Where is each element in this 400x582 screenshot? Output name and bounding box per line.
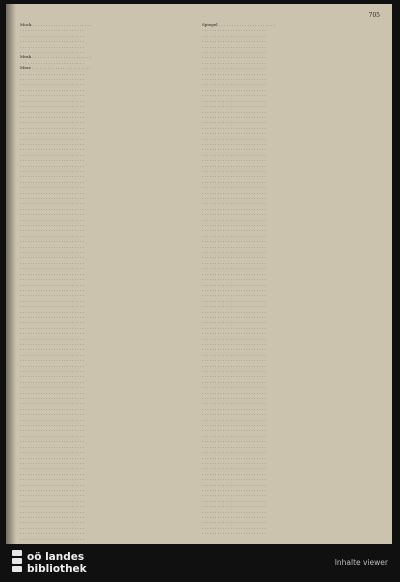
register-entry: . . . . . . . . . . . . . . . . . . . . . . . . . (202, 211, 266, 217)
register-entry: . . . . . . . . . . . . . . . . . . . . . . . . . (20, 205, 84, 211)
register-entry: . . . . . . . . . . . . . . . . . . . . . . . . . (20, 270, 84, 276)
register-entry: . . . . . . . . . . . . . . . . . . . . . . . . . (20, 216, 84, 222)
register-entry: . . . . . . . . . . . . . . . . . . . . . . . . . (20, 211, 84, 217)
register-entry: . . . . . . . . . . . . . . . . . . . . . . . . . (20, 276, 84, 282)
register-entry: . . . . . . . . . . . . . . . . . . . . . . . . . (20, 103, 84, 109)
register-entry: . . . . . . . . . . . . . . . . . . . . . . . . . (202, 449, 266, 455)
register-entry: . . . . . . . . . . . . . . . . . . . . . . . . . (202, 167, 266, 173)
register-entry: . . . . . . . . . . . . . . . . . . . . . . . . . (202, 227, 266, 233)
register-entry: . . . . . . . . . . . . . . . . . . . . . . . . . (20, 195, 84, 200)
register-entry: . . . . . . . . . . . . . . . . . . . . . . . . . (202, 200, 266, 206)
register-entry: . . . . . . . . . . . . . . . . . . . . . . . . . (202, 135, 266, 141)
register-entry: . . . . . . . . . . . . . . . . . . . . . . . . . (20, 524, 84, 530)
register-entry: . . . . . . . . . . . . . . . . . . . . . . . . . (202, 222, 266, 228)
register-entry: . . . . . . . . . . . . . . . . . . . . . . . . . (20, 265, 84, 271)
register-entry: . . . . . . . . . . . . . . . . . . . . . . . . . (20, 97, 84, 103)
register-entry: . . . . . . . . . . . . . . . . . . . . . . . . . (20, 335, 84, 341)
register-entry: . . . . . . . . . . . . . . . . . . . . . . . . . (202, 232, 266, 238)
register-entry: . . . . . . . . . . . . . . . . . . . . . . . . . (202, 146, 266, 152)
register-entry: . . . . . . . . . . . . . . . . . . . . . . . . . (20, 313, 84, 319)
register-entry: . . . . . . . . . . . . . . . . . . . . . . . . . (202, 65, 266, 71)
register-entry: . . . . . . . . . . . . . . . . . . . . . . . . . (202, 513, 266, 519)
register-entry: . . . . . . . . . . . . . . . . . . . . . . . . . (20, 92, 84, 98)
register-entry: . . . . . . . . . . . . . . . . . . . . . . . . . (20, 178, 84, 184)
register-entry: . . . . . . . . . . . . . . . . . . . . . . . . . (20, 227, 84, 233)
register-entry: . . . . . . . . . . . . . . . . . . . . . . . . . (20, 459, 84, 465)
register-entry: . . . . . . . . . . . . . . . . . . . . . . . . . (20, 130, 84, 136)
register-entry: . . . . . . . . . . . . . . . . . . . . . . . . . (20, 238, 84, 244)
library-logo-text (27, 551, 87, 575)
register-entry: . . . . . . . . . . . . . . . . . . . . . . . . . (202, 205, 266, 211)
register-entry: . . . . . . . . . . . . . . . . . . . . . . . . . (202, 389, 266, 395)
register-entry: . . . . . . . . . . . . . . . . . . . . . . . . . (202, 524, 266, 530)
viewer-footer (0, 544, 400, 582)
register-entry: . . . . . . . . . . . . . . . . . . . . . . . . . (20, 405, 84, 411)
viewer-label: Inhalte viewer (334, 558, 388, 567)
register-entry: . . . . . . . . . . . . . . . . . . . . . . . . . (202, 395, 266, 401)
register-entry: . . . . . . . . . . . . . . . . . . . . . . . . . (202, 346, 266, 352)
register-entry: . . . . . . . . . . . . . . . . . . . . . . . . . (202, 38, 266, 44)
register-entry: . . . . . . . . . . . . . . . . . . . . . . . . . (202, 470, 266, 476)
register-entry: . . . . . . . . . . . . . . . . . . . . . . . . . (202, 416, 266, 422)
library-logo[interactable] (12, 550, 92, 578)
register-entry: . . . . . . . . . . . . . . . . . . . . . . . . . (20, 368, 84, 373)
register-entry: . . . . . . . . . . . . . . . . . . . . . . . . . (20, 384, 84, 390)
register-entry: . . . . . . . . . . . . . . . . . . . . . . . . . (20, 119, 84, 125)
register-entry: . . . . . . . . . . . . . . . . . . . . . . . . . (20, 81, 84, 87)
register-entry: . . . . . . . . . . . . . . . . . . . . . . . . . (20, 140, 84, 146)
register-entry: . . . . . . . . . . . . . . . . . . . . . . . . . (20, 416, 84, 422)
register-entry: . . . . . . . . . . . . . . . . . . . . . . . . . (202, 54, 266, 60)
register-entry: . . . . . . . . . . . . . . . . . . . . . . . . . (20, 378, 84, 384)
register-entry: . . . . . . . . . . . . . . . . . . . . . . . . . (202, 351, 266, 357)
page-number: 705 (368, 12, 380, 19)
register-entry: . . . . . . . . . . . . . . . . . . . . . . . . . (202, 238, 266, 244)
register-entry: . . . . . . . . . . . . . . . . . . . . . . . . . (202, 49, 266, 55)
register-entry: . . . . . . . . . . . . . . . . . . . . . . . . . (20, 286, 84, 292)
register-entry: . . . . . . . . . . . . . . . . . . . . . . . . . (202, 113, 266, 119)
register-entry: . . . . . . . . . . . . . . . . . . . . . . . . . (20, 86, 84, 92)
register-entry: . . . . . . . . . . . . . . . . . . . . . . . . . (20, 292, 84, 298)
register-entry: . . . . . . . . . . . . . . . . . . . . . . . . . (20, 492, 84, 498)
register-entry: . . . . . . . . . . . . . . . . . . . . . . . . . (20, 249, 84, 255)
register-entry: . . . . . . . . . . . . . . . . . . . . . . . . . (202, 243, 266, 249)
register-entry: . . . . . . . . . . . . . . . . . . . . . . . . . (20, 232, 84, 238)
register-entry: . . . . . . . . . . . . . . . . . . . . . . . . . (202, 357, 266, 363)
register-entry: . . . . . . . . . . . . . . . . . . . . . . . . . (202, 286, 266, 292)
page-binding-shadow (6, 4, 16, 544)
register-entry: . . . . . . . . . . . . . . . . . . . . . . . . . (202, 324, 266, 330)
register-entry: . . . . . . . . . . . . . . . . . . . . . . . . . (20, 427, 84, 433)
register-entry: . . . . . . . . . . . . . . . . . . . . . . . . . (20, 167, 84, 173)
register-entry: . . . . . . . . . . . . . . . . . . . . . . . . . (20, 351, 84, 357)
register-entry: . . . . . . . . . . . . . . . . . . . . . . . . . (202, 265, 266, 271)
register-entry: . . . . . . . . . . . . . . . . . . . . . . . . . (20, 76, 84, 82)
register-entry: . . . . . . . . . . . . . . . . . . . . . . . . . (202, 492, 266, 498)
register-entry: . . . . . . . . . . . . . . . . . . . . . . . . . (202, 459, 266, 465)
register-entry: . . . . . . . . . . . . . . . . . . . . . . . . . (202, 411, 266, 417)
register-entry: . . . . . . . . . . . . . . . . . . . . . . . . . (202, 59, 266, 65)
register-entry: . . . . . . . . . . . . . . . . . . . . . . . . . (202, 503, 266, 509)
register-entry: . . . . . . . . . . . . . . . . . . . . . . . . . (20, 124, 84, 130)
register-entry: . . . . . . . . . . . . . . . . . . . . . . . . . (202, 281, 266, 287)
register-entry: . . . . . . . . . . . . . . . . . . . . . . . . . (202, 476, 266, 482)
register-entry: . . . . . . . . . . . . . . . . . . . . . . . . . (202, 530, 266, 536)
register-entry: . . . . . . . . . . . . . . . . . . . . . . . . . (20, 162, 84, 168)
register-entry: . . . . . . . . . . . . . . . . . . . . . . . . . (20, 308, 84, 314)
register-entry: . . . . . . . . . . . . . . . . . . . . . . . . . (20, 476, 84, 482)
register-entry: Mock . . . . . . . . . . . . . . . . . . . . . . . (20, 22, 92, 27)
register-entry: . . . . . . . . . . . . . . . . . . . . . . . . . (202, 340, 266, 346)
register-entry: . . . . . . . . . . . . . . . . . . . . . . . . . (20, 43, 84, 49)
register-entry: . . . . . . . . . . . . . . . . . . . . . . . . . (20, 303, 84, 309)
register-entry: . . . . . . . . . . . . . . . . . . . . . . . . . (20, 465, 84, 471)
register-entry: . . . . . . . . . . . . . . . . . . . . . . . . . (202, 119, 266, 125)
register-entry: . . . . . . . . . . . . . . . . . . . . . . . . . (202, 173, 266, 179)
register-entry: . . . . . . . . . . . . . . . . . . . . . . . . . (20, 503, 84, 509)
register-entry: . . . . . . . . . . . . . . . . . . . . . . . . . (202, 405, 266, 411)
register-entry: . . . . . . . . . . . . . . . . . . . . . . . . . (202, 81, 266, 87)
register-entry: . . . . . . . . . . . . . . . . . . . . . . . . . (202, 443, 266, 449)
register-entry: . . . . . . . . . . . . . . . . . . . . . . . . . (202, 454, 266, 460)
register-entry: . . . . . . . . . . . . . . . . . . . . . . . . . (202, 162, 266, 168)
register-entry: . . . . . . . . . . . . . . . . . . . . . . . . . (20, 200, 84, 206)
register-entry: . . . . . . . . . . . . . . . . . . . . . . . . . (20, 340, 84, 346)
register-entry: . . . . . . . . . . . . . . . . . . . . . . . . . (202, 362, 266, 368)
register-entry: . . . . . . . . . . . . . . . . . . . . . . . . . (20, 151, 84, 157)
register-entry: . . . . . . . . . . . . . . . . . . . . . . . . . (202, 86, 266, 92)
register-entry: . . . . . . . . . . . . . . . . . . . . . . . . . (202, 32, 266, 38)
register-entry: . . . . . . . . . . . . . . . . . . . . . . . . . (20, 108, 84, 114)
register-entry: . . . . . . . . . . . . . . . . . . . . . . . . . (20, 254, 84, 260)
register-entry: . . . . . . . . . . . . . . . . . . . . . . . . . (202, 313, 266, 319)
register-entry: . . . . . . . . . . . . . . . . . . . . . . . . . (202, 481, 266, 487)
register-entry: . . . . . . . . . . . . . . . . . . . . . . . . . (20, 443, 84, 449)
register-entry: . . . . . . . . . . . . . . . . . . . . . . . . . (20, 389, 84, 395)
register-entry: . . . . . . . . . . . . . . . . . . . . . . . . . (202, 130, 266, 136)
register-entry: . . . . . . . . . . . . . . . . . . . . . . . . . (20, 432, 84, 438)
register-entry: Mrak . . . . . . . . . . . . . . . . . . . . . . . (20, 54, 91, 60)
register-entry: . . . . . . . . . . . . . . . . . . . . . . . . . (20, 173, 84, 179)
register-entry: . . . . . . . . . . . . . . . . . . . . . . . . . (20, 438, 84, 444)
register-entry: . . . . . . . . . . . . . . . . . . . . . . . . . (202, 384, 266, 390)
logo-line-2: bibliothek (27, 563, 87, 575)
register-entry: . . . . . . . . . . . . . . . . . . . . . . . . . (20, 59, 84, 65)
register-entry: . . . . . . . . . . . . . . . . . . . . . . . . . (202, 195, 266, 200)
register-entry: . . . . . . . . . . . . . . . . . . . . . . . . . (20, 513, 84, 519)
register-entry: . . . . . . . . . . . . . . . . . . . . . . . . . (202, 189, 266, 195)
register-entry: . . . . . . . . . . . . . . . . . . . . . . . . . (202, 254, 266, 260)
register-entry: . . . . . . . . . . . . . . . . . . . . . . . . . (20, 454, 84, 460)
register-entry: . . . . . . . . . . . . . . . . . . . . . . . . . (202, 378, 266, 384)
register-entry: . . . . . . . . . . . . . . . . . . . . . . . . . (20, 222, 84, 228)
register-entry: . . . . . . . . . . . . . . . . . . . . . . . . . (20, 32, 84, 38)
register-entry: . . . . . . . . . . . . . . . . . . . . . . . . . (20, 113, 84, 119)
register-entry: . . . . . . . . . . . . . . . . . . . . . . . . . (20, 70, 84, 76)
register-entry: . . . . . . . . . . . . . . . . . . . . . . . . . (202, 97, 266, 103)
register-entry: . . . . . . . . . . . . . . . . . . . . . . . . . (20, 411, 84, 417)
register-entry: . . . . . . . . . . . . . . . . . . . . . . . . . (202, 373, 266, 379)
register-entry: . . . . . . . . . . . . . . . . . . . . . . . . . (20, 184, 84, 190)
register-entry: . . . . . . . . . . . . . . . . . . . . . . . . . (202, 303, 266, 309)
register-entry: . . . . . . . . . . . . . . . . . . . . . . . . . (202, 276, 266, 282)
register-entry: . . . . . . . . . . . . . . . . . . . . . . . . . (202, 400, 266, 406)
register-entry: . . . . . . . . . . . . . . . . . . . . . . . . . (20, 362, 84, 368)
register-entry: . . . . . . . . . . . . . . . . . . . . . . . . . (202, 157, 266, 163)
register-entry: . . . . . . . . . . . . . . . . . . . . . . . . . (202, 465, 266, 471)
register-entry: . . . . . . . . . . . . . . . . . . . . . . . . . (202, 184, 266, 190)
register-entry: . . . . . . . . . . . . . . . . . . . . . . . . . (20, 27, 84, 33)
register-entry: . . . . . . . . . . . . . . . . . . . . . . . . . (20, 324, 84, 330)
logo-line-1: oö landes (27, 551, 85, 563)
library-logo-icon (12, 550, 22, 578)
register-entry: . . . . . . . . . . . . . . . . . . . . . . . . . (20, 373, 84, 379)
register-entry: . . . . . . . . . . . . . . . . . . . . . . . . . (202, 497, 266, 503)
register-entry: . . . . . . . . . . . . . . . . . . . . . . . . . (20, 497, 84, 503)
register-entry: . . . . . . . . . . . . . . . . . . . . . . . . . (20, 319, 84, 325)
left-column (20, 22, 198, 541)
register-entry: . . . . . . . . . . . . . . . . . . . . . . . . . (202, 427, 266, 433)
register-entry: . . . . . . . . . . . . . . . . . . . . . . . . . (202, 368, 266, 373)
register-entry: . . . . . . . . . . . . . . . . . . . . . . . . . (202, 330, 266, 336)
register-entry: . . . . . . . . . . . . . . . . . . . . . . . . . (202, 508, 266, 514)
scanned-page (6, 4, 392, 544)
register-entry: . . . . . . . . . . . . . . . . . . . . . . . . . (20, 49, 84, 55)
register-entry: . . . . . . . . . . . . . . . . . . . . . . . . . (20, 135, 84, 141)
register-entry: Spiegel . . . . . . . . . . . . . . . . . . . . . . (202, 22, 275, 27)
register-entry: . . . . . . . . . . . . . . . . . . . . . . . . . (202, 308, 266, 314)
register-entry: . . . . . . . . . . . . . . . . . . . . . . . . . (202, 27, 266, 33)
register-entry: . . . . . . . . . . . . . . . . . . . . . . . . . (20, 481, 84, 487)
register-entry: . . . . . . . . . . . . . . . . . . . . . . . . . (202, 249, 266, 255)
register-entry: . . . . . . . . . . . . . . . . . . . . . . . . . (202, 319, 266, 325)
register-entry: . . . . . . . . . . . . . . . . . . . . . . . . . (202, 297, 266, 303)
register-entry: . . . . . . . . . . . . . . . . . . . . . . . . . (20, 519, 84, 525)
register-entry: . . . . . . . . . . . . . . . . . . . . . . . . . (202, 335, 266, 341)
register-entry: . . . . . . . . . . . . . . . . . . . . . . . . . (20, 157, 84, 163)
register-entry: . . . . . . . . . . . . . . . . . . . . . . . . . (202, 178, 266, 184)
register-entry: . . . . . . . . . . . . . . . . . . . . . . . . . (202, 432, 266, 438)
register-entry: . . . . . . . . . . . . . . . . . . . . . . . . . (202, 151, 266, 157)
register-entry: . . . . . . . . . . . . . . . . . . . . . . . . . (202, 292, 266, 298)
register-entry: . . . . . . . . . . . . . . . . . . . . . . . . . (20, 346, 84, 352)
register-entry: . . . . . . . . . . . . . . . . . . . . . . . . . (202, 70, 266, 76)
register-entry: . . . . . . . . . . . . . . . . . . . . . . . . . (202, 43, 266, 49)
register-entry: . . . . . . . . . . . . . . . . . . . . . . . . . (20, 189, 84, 195)
register-entry: . . . . . . . . . . . . . . . . . . . . . . . . . (202, 108, 266, 114)
register-entry: . . . . . . . . . . . . . . . . . . . . . . . . . (202, 124, 266, 130)
register-entry: . . . . . . . . . . . . . . . . . . . . . . . . . (20, 470, 84, 476)
register-entry: . . . . . . . . . . . . . . . . . . . . . . . . . (20, 486, 84, 492)
register-entry: . . . . . . . . . . . . . . . . . . . . . . . . . (20, 400, 84, 406)
register-entry: . . . . . . . . . . . . . . . . . . . . . . . . . (20, 297, 84, 303)
register-entry: . . . . . . . . . . . . . . . . . . . . . . . . . (202, 259, 266, 265)
register-entry: . . . . . . . . . . . . . . . . . . . . . . . . . (202, 486, 266, 492)
register-entry: . . . . . . . . . . . . . . . . . . . . . . . . . (202, 216, 266, 222)
register-entry: . . . . . . . . . . . . . . . . . . . . . . . . . (202, 438, 266, 444)
register-entry: . . . . . . . . . . . . . . . . . . . . . . . . . (20, 38, 84, 44)
register-entry: . . . . . . . . . . . . . . . . . . . . . . . . . (20, 395, 84, 401)
register-entry: . . . . . . . . . . . . . . . . . . . . . . . . . (20, 330, 84, 336)
register-entry: . . . . . . . . . . . . . . . . . . . . . . . . . (202, 140, 266, 146)
register-entry: . . . . . . . . . . . . . . . . . . . . . . . . . (202, 422, 266, 428)
register-entry: . . . . . . . . . . . . . . . . . . . . . . . . . (202, 76, 266, 82)
register-entry: . . . . . . . . . . . . . . . . . . . . . . . . . (20, 530, 84, 536)
register-entry: . . . . . . . . . . . . . . . . . . . . . . . . . (20, 259, 84, 265)
register-entry: . . . . . . . . . . . . . . . . . . . . . . . . . (20, 281, 84, 287)
right-column (202, 22, 380, 536)
register-entry: . . . . . . . . . . . . . . . . . . . . . . . . . (202, 519, 266, 525)
register-entry: . . . . . . . . . . . . . . . . . . . . . . . . . (20, 243, 84, 249)
register-entry: Mraz . . . . . . . . . . . . . . . . . . . . . . . (20, 65, 91, 71)
register-entry: . . . . . . . . . . . . . . . . . . . . . . . . . (202, 103, 266, 109)
register-entry: . . . . . . . . . . . . . . . . . . . . . . . . . (20, 535, 84, 541)
register-entry: . . . . . . . . . . . . . . . . . . . . . . . . . (20, 422, 84, 428)
register-entry: . . . . . . . . . . . . . . . . . . . . . . . . . (20, 357, 84, 363)
register-entry: . . . . . . . . . . . . . . . . . . . . . . . . . (202, 270, 266, 276)
register-entry: . . . . . . . . . . . . . . . . . . . . . . . . . (202, 92, 266, 98)
register-entry: . . . . . . . . . . . . . . . . . . . . . . . . . (20, 146, 84, 152)
register-entry: . . . . . . . . . . . . . . . . . . . . . . . . . (20, 449, 84, 455)
register-entry: . . . . . . . . . . . . . . . . . . . . . . . . . (20, 508, 84, 514)
